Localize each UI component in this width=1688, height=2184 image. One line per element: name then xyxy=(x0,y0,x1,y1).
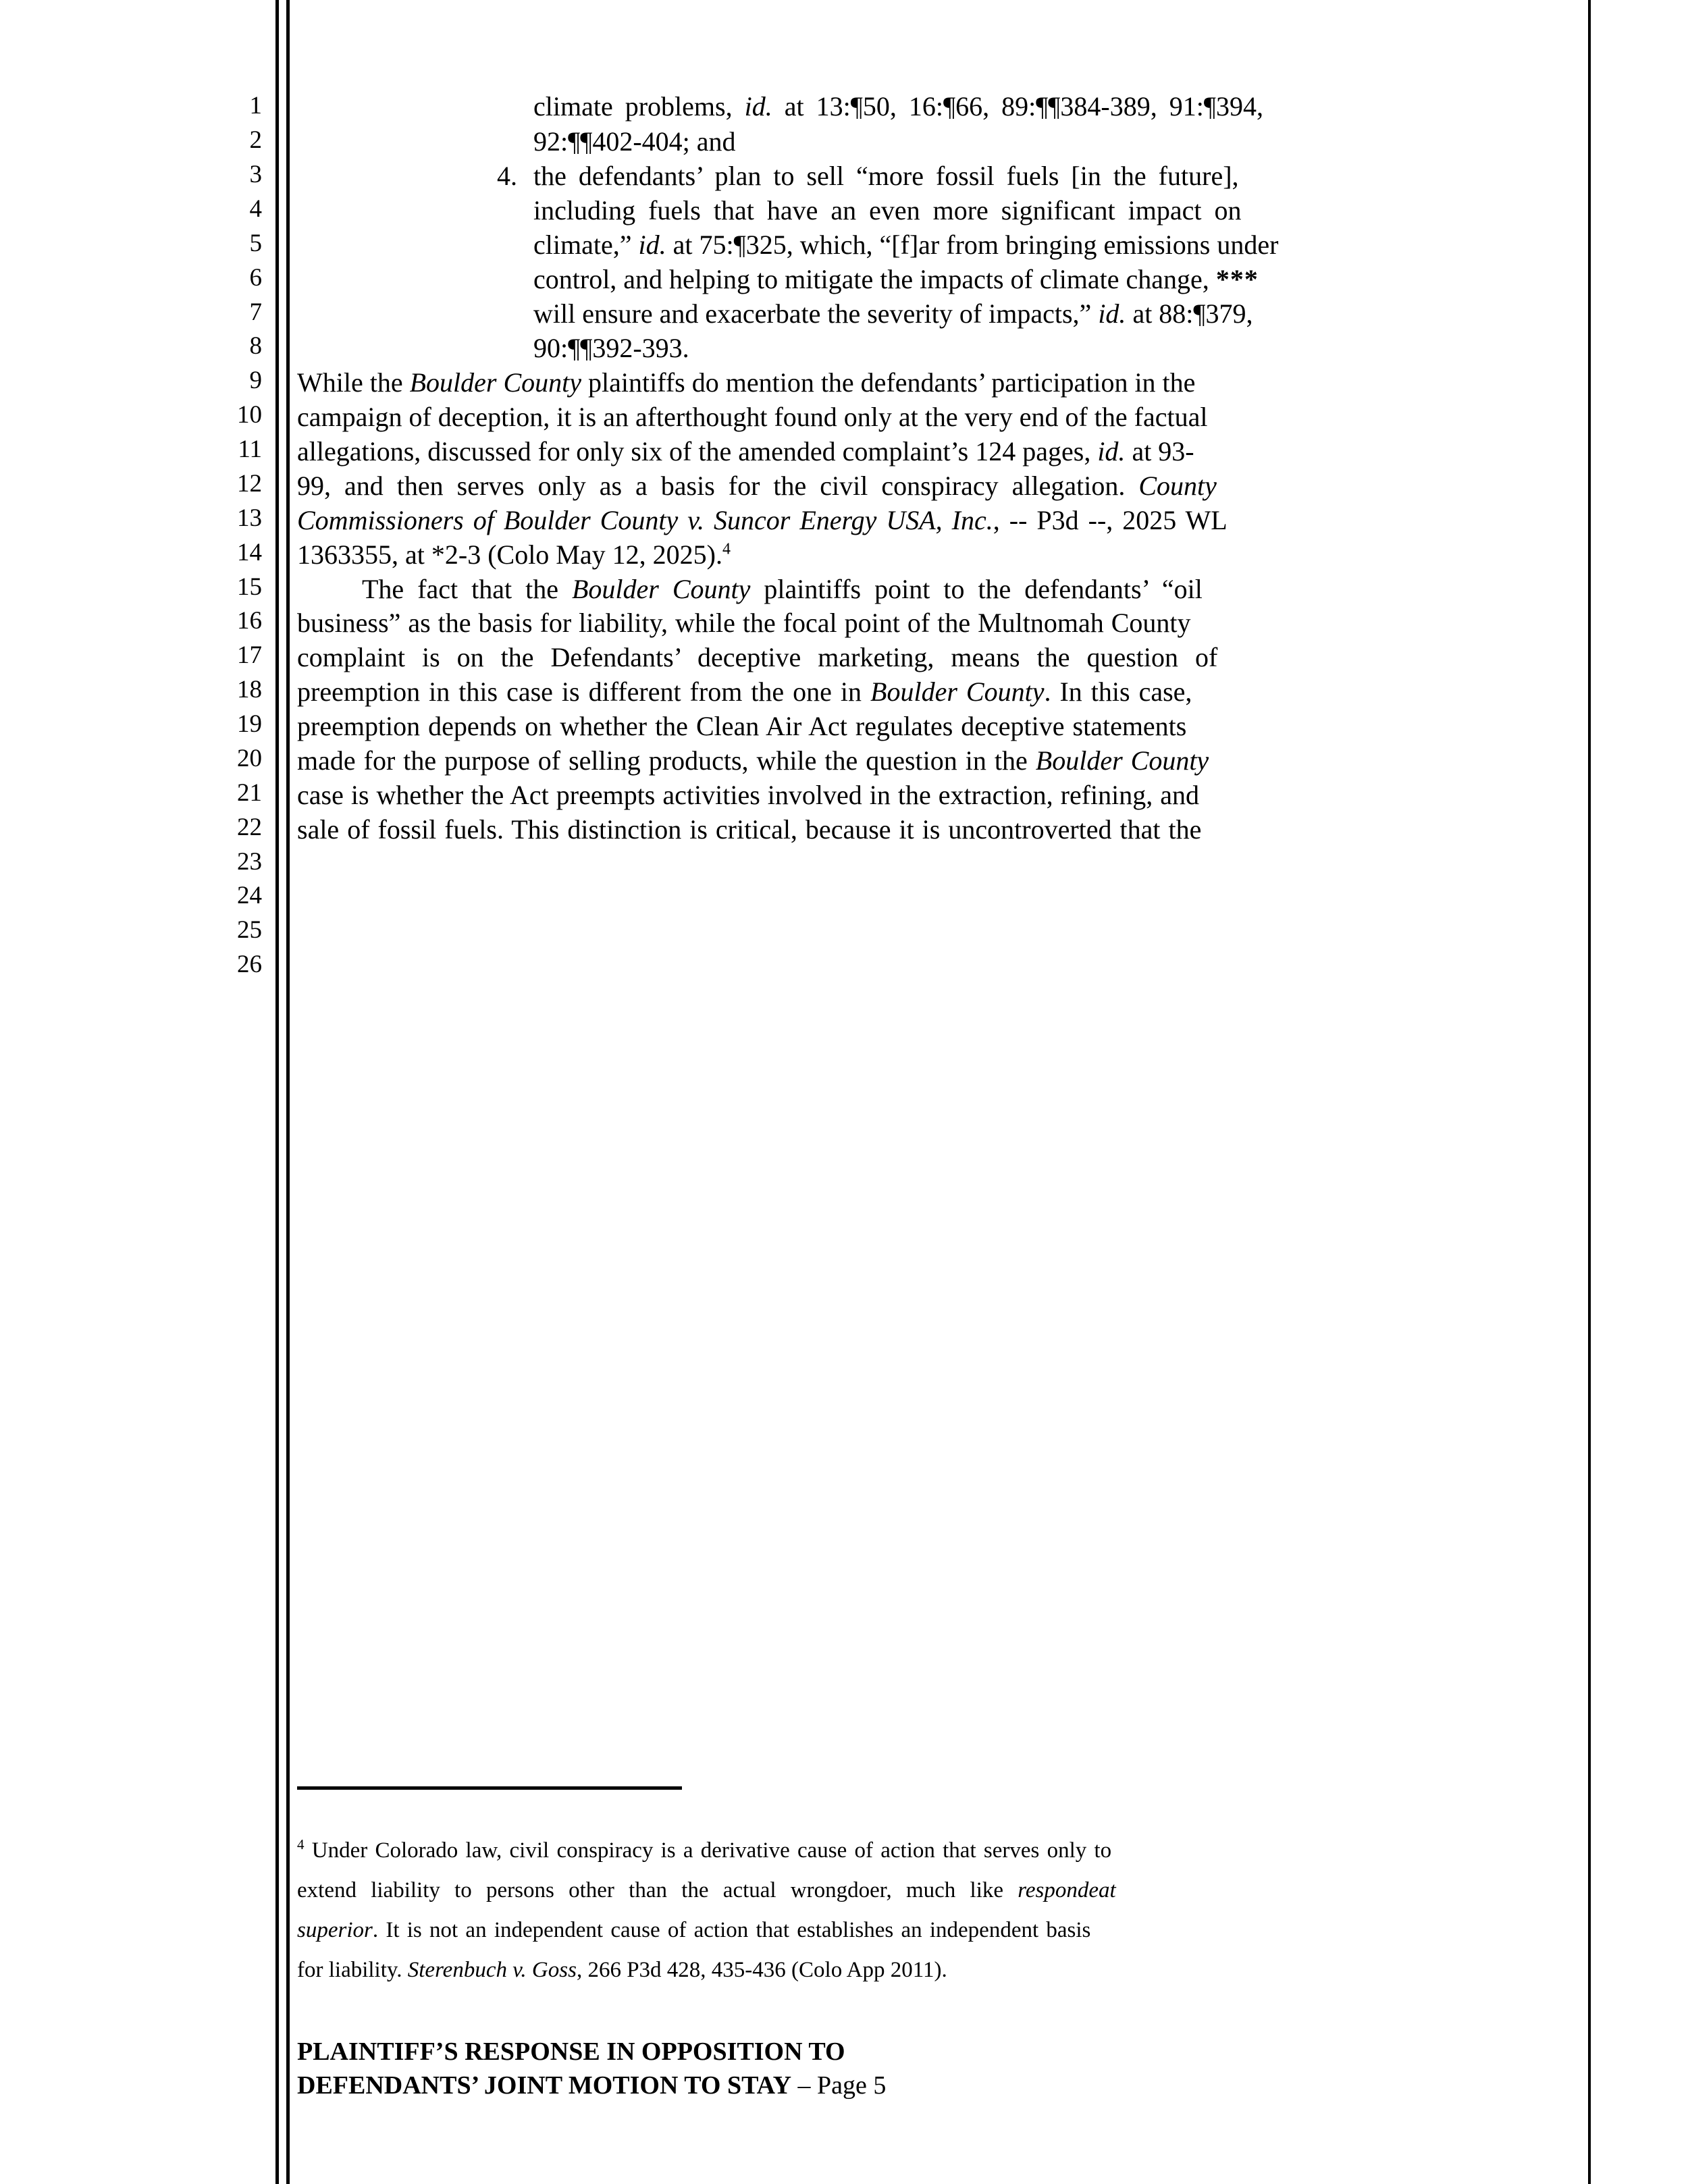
footnote-text: extend liability to persons other than the actual wrongdoer, much like xyxy=(297,1878,1004,1902)
footnote-number: 4 xyxy=(297,1836,305,1853)
para1-line-14 xyxy=(297,540,1577,570)
quote-item-line-6: 90:¶¶392-393. xyxy=(533,333,689,363)
line-number: 9 xyxy=(249,367,262,394)
line-number: 23 xyxy=(237,848,262,876)
footer-title-line-2 xyxy=(297,2071,886,2100)
case-name-italic: Boulder County xyxy=(409,367,582,398)
citation-text: 1363355, at *2-3 (Colo May 12, 2025). xyxy=(297,539,722,570)
line-number: 16 xyxy=(237,607,262,635)
para2-line-19: preemption depends on whether the Clean Air Act regulates deceptive statements xyxy=(297,711,1187,741)
case-name-italic: County xyxy=(1138,471,1217,501)
para2-line-20 xyxy=(297,746,1577,776)
line-number: 11 xyxy=(238,435,262,463)
footnote-citation: , 266 P3d 428, 435-436 (Colo App 2011). xyxy=(576,1958,947,1982)
line-number: 2 xyxy=(249,126,262,154)
footnote-italic-term: superior xyxy=(297,1918,373,1942)
case-name-italic: Boulder County xyxy=(870,676,1045,707)
line-number: 3 xyxy=(249,161,262,188)
quote-line-2: 92:¶¶402-404; and xyxy=(533,126,736,157)
quote-item-number: 4. xyxy=(497,161,517,191)
para-text: . In this case, xyxy=(1044,676,1192,707)
footnote-marker[interactable]: 4 xyxy=(722,540,731,558)
line-number: 14 xyxy=(237,539,262,566)
line-number: 4 xyxy=(249,195,262,223)
line-number: 13 xyxy=(237,504,262,532)
quote-text: at 75:¶325, which, “[f]ar from bringing emissions under xyxy=(672,230,1279,260)
para-text: made for the purpose of selling products, while the question in the xyxy=(297,745,1028,776)
footnote-line-1 xyxy=(297,1838,1577,1863)
footnote-line-4 xyxy=(297,1958,1577,1982)
para1-line-10: campaign of deception, it is an afterthought found only at the very end of the factual xyxy=(297,402,1208,432)
line-number: 12 xyxy=(237,470,262,498)
footnote-case-name: Sterenbuch v. Goss xyxy=(407,1958,577,1982)
quote-text: climate problems, xyxy=(533,91,733,122)
quote-citation: at 88:¶379, xyxy=(1132,298,1253,329)
para-italic-id: id. xyxy=(1097,436,1126,467)
para2-line-18 xyxy=(297,677,1577,707)
para-text: plaintiffs point to the defendants’ “oil xyxy=(764,574,1203,604)
line-number: 20 xyxy=(237,745,262,772)
para2-line-15 xyxy=(297,575,1577,604)
pleading-rule-right xyxy=(1588,0,1591,2184)
case-name-italic: Boulder County xyxy=(1035,745,1209,776)
line-number: 10 xyxy=(237,401,262,429)
quote-text: control, and helping to mitigate the impacts of climate change, xyxy=(533,264,1209,294)
line-number: 18 xyxy=(237,676,262,703)
para2-line-21: case is whether the Act preempts activities involved in the extraction, refining, and xyxy=(297,780,1200,810)
para-text: preemption in this case is different from the one in xyxy=(297,676,862,707)
footnote-italic-term: respondeat xyxy=(1018,1878,1116,1902)
line-number: 5 xyxy=(249,230,262,257)
line-number: 15 xyxy=(237,573,262,601)
quote-item-line-5 xyxy=(533,299,1577,329)
para-text: The fact that the xyxy=(362,574,558,604)
quote-item-line-1: the defendants’ plan to sell “more fossil fuels [in the future], xyxy=(533,161,1239,191)
footnote-text: Under Colorado law, civil conspiracy is a derivative cause of action that serves only to xyxy=(311,1838,1112,1863)
line-number: 25 xyxy=(237,916,262,944)
line-number: 21 xyxy=(237,779,262,807)
quote-text: climate,” xyxy=(533,230,632,260)
line-number: 17 xyxy=(237,641,262,669)
para-text: While the xyxy=(297,367,403,398)
footnote-text: . It is not an independent cause of action that establishes an independent basis xyxy=(372,1918,1091,1942)
footer-page-label: – Page 5 xyxy=(791,2071,887,2100)
line-number: 1 xyxy=(249,92,262,119)
quote-ellipsis-stars: *** xyxy=(1215,264,1259,294)
pleading-rule-left-inner xyxy=(286,0,290,2184)
line-number: 7 xyxy=(249,298,262,326)
para-text: plaintiffs do mention the defendants’ participation in the xyxy=(588,367,1196,398)
line-number: 22 xyxy=(237,814,262,841)
footnote-line-2 xyxy=(297,1878,1577,1902)
citation-text: , -- P3d --, 2025 WL xyxy=(993,505,1228,535)
para-text: at 93- xyxy=(1132,436,1194,467)
case-name-italic: Commissioners of Boulder County v. Suncor Energy USA, Inc. xyxy=(297,505,993,535)
line-number-gutter xyxy=(0,0,262,2184)
para1-line-9 xyxy=(297,368,1577,398)
line-number: 24 xyxy=(237,882,262,909)
para1-line-11 xyxy=(297,437,1577,467)
line-number: 26 xyxy=(237,951,262,978)
footnote-separator xyxy=(297,1786,682,1790)
quote-item-line-4 xyxy=(533,265,1577,294)
pleading-rule-left-outer xyxy=(275,0,279,2184)
quote-text: will ensure and exacerbate the severity of impacts,” xyxy=(533,298,1092,329)
para1-line-12 xyxy=(297,471,1577,501)
line-number: 8 xyxy=(249,332,262,360)
para-text: allegations, discussed for only six of the amended complaint’s 124 pages, xyxy=(297,436,1091,467)
para1-line-13 xyxy=(297,506,1577,535)
para2-line-22: sale of fossil fuels. This distinction is critical, because it is uncontroverted that the xyxy=(297,814,1202,845)
quote-item-line-3 xyxy=(533,230,1577,260)
quote-item-line-2: including fuels that have an even more significant impact on xyxy=(533,195,1242,225)
footnote-text: for liability. xyxy=(297,1958,402,1982)
quote-italic-id: id. xyxy=(744,91,772,122)
line-number: 6 xyxy=(249,264,262,292)
footer-title-text: DEFENDANTS’ JOINT MOTION TO STAY xyxy=(297,2071,792,2100)
line-number: 19 xyxy=(237,710,262,738)
footnote-line-3 xyxy=(297,1918,1577,1942)
quote-italic-id: id. xyxy=(638,230,666,260)
para2-line-16: business” as the basis for liability, while the focal point of the Multnomah County xyxy=(297,608,1191,638)
quote-line-1 xyxy=(533,92,1577,122)
quote-italic-id: id. xyxy=(1098,298,1126,329)
case-name-italic: Boulder County xyxy=(571,574,751,604)
quote-citation: at 13:¶50, 16:¶66, 89:¶¶384-389, 91:¶394, xyxy=(784,91,1263,122)
footer-title-line-1: PLAINTIFF’S RESPONSE IN OPPOSITION TO xyxy=(297,2037,845,2066)
para2-line-17: complaint is on the Defendants’ deceptive marketing, means the question of xyxy=(297,642,1218,672)
para-text: 99, and then serves only as a basis for the civil conspiracy allegation. xyxy=(297,471,1126,501)
